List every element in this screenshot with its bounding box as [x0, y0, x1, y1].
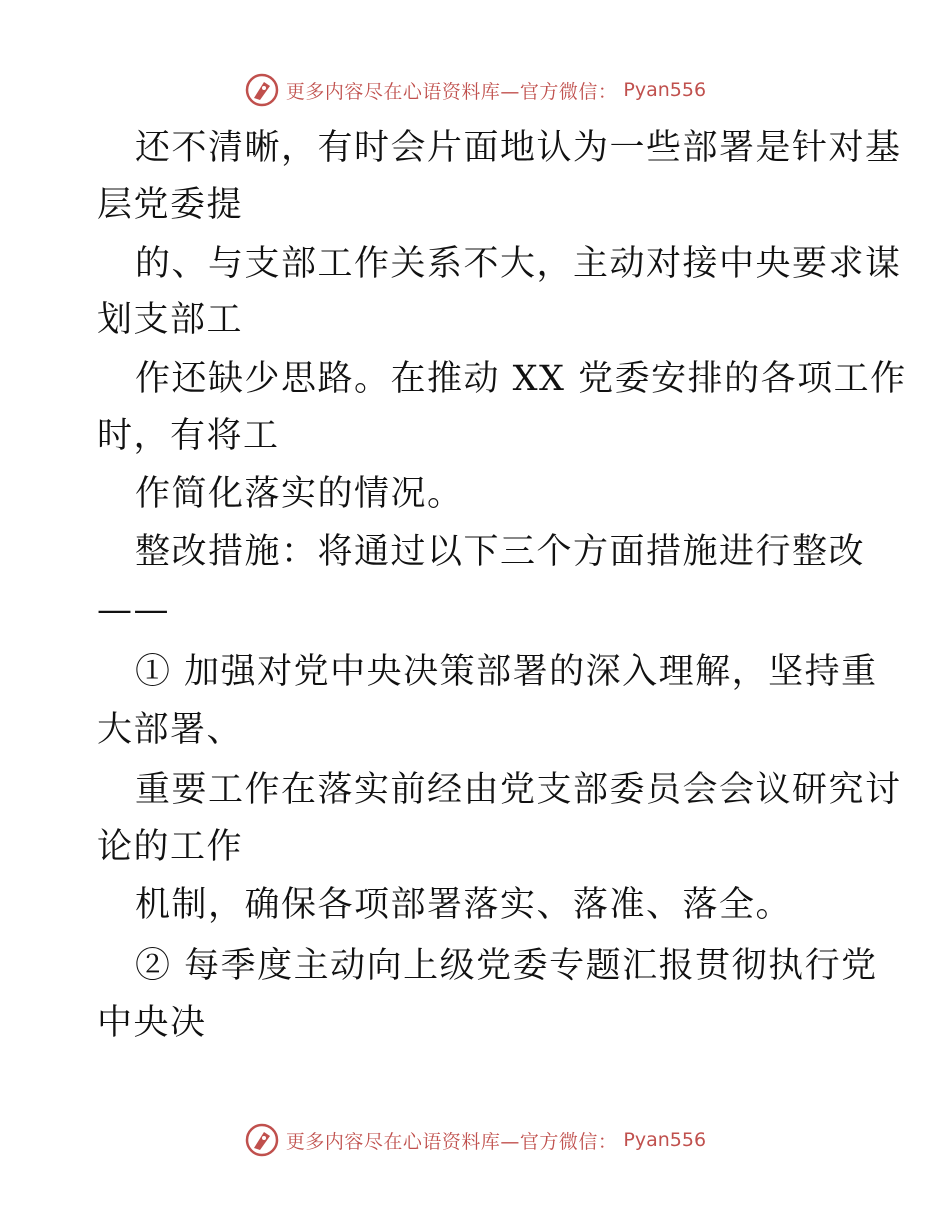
pen-nib-logo-icon [244, 72, 280, 108]
text-line: 层党委提 [97, 185, 244, 225]
footer-watermark [0, 1120, 950, 1160]
text-line: ① 加强对党中央决策部署的深入理解，坚持重 [135, 652, 878, 692]
text-line: 重要工作在落实前经由党支部委员会会议研究讨 [135, 770, 902, 810]
text-line: 还不清晰，有时会片面地认为一些部署是针对基 [135, 128, 902, 168]
watermark-text: 更多内容尽在心语资料库—官方微信： [285, 80, 618, 103]
text-line: 论的工作 [97, 827, 244, 867]
text-line: 大部署、 [97, 710, 244, 750]
text-line: 整改措施：将通过以下三个方面措施进行整改 [135, 532, 866, 572]
text-line: ② 每季度主动向上级党委专题汇报贯彻执行党 [135, 946, 878, 986]
text-line: 作简化落实的情况。 [135, 474, 464, 514]
watermark-text: 更多内容尽在心语资料库—官方微信： [285, 1130, 618, 1153]
text-line: 的、与支部工作关系不大，主动对接中央要求谋 [135, 244, 902, 284]
header-watermark [0, 70, 950, 110]
text-line: 中央决 [97, 1003, 207, 1043]
text-line: 作还缺少思路。在推动 XX 党委安排的各项工作 [135, 359, 907, 399]
watermark-contact: Pyan556 [623, 1129, 707, 1151]
text-line: 时，有将工 [97, 416, 280, 456]
text-line: 机制，确保各项部署落实、落准、落全。 [135, 885, 793, 925]
text-line: —— [97, 590, 170, 630]
text-line: 划支部工 [97, 300, 244, 340]
watermark-contact: Pyan556 [623, 79, 707, 101]
pen-nib-logo-icon [244, 1122, 280, 1158]
